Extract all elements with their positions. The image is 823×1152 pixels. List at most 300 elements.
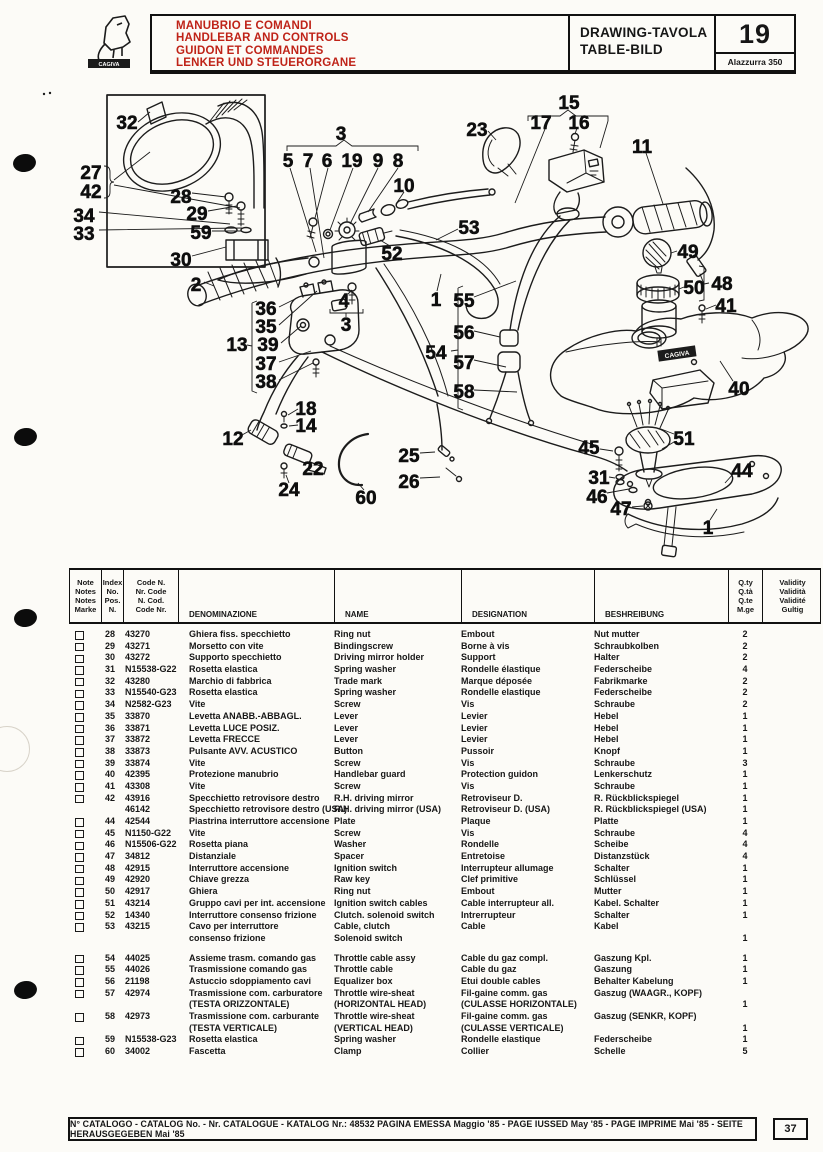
cell-den: Astuccio sdoppiamento cavi <box>189 975 312 986</box>
cell-note <box>69 910 101 922</box>
cell-bes: Gaszug (WAAGR., KOPF) <box>594 987 702 998</box>
callout-56: 56 <box>453 323 475 344</box>
callout-53: 53 <box>458 218 480 239</box>
table-row <box>69 976 821 988</box>
cell-des: Clef primitive <box>461 874 519 885</box>
cell-idx <box>101 933 123 945</box>
cell-name: Screw <box>334 780 361 791</box>
cell-code: 34002 <box>125 1046 151 1057</box>
cell-note <box>69 964 101 976</box>
cell-qty <box>728 988 762 1000</box>
cell-idx: 28 <box>105 629 116 639</box>
note-checkbox <box>75 725 84 734</box>
cell-qty: 1 <box>742 722 748 733</box>
cell-idx <box>101 804 123 816</box>
note-checkbox <box>75 865 84 874</box>
header-line: Q.tà <box>738 587 753 596</box>
note-checkbox <box>75 678 84 687</box>
header-line: Q.ty <box>738 578 753 587</box>
cell-note <box>69 1046 101 1058</box>
cell-idx: 51 <box>105 897 116 908</box>
cell-note <box>69 851 101 863</box>
cell-note <box>69 804 101 816</box>
header-line: N. <box>108 605 117 614</box>
drawing-label-2: TABLE-BILD <box>580 41 663 57</box>
cell-qty: 1 <box>742 874 748 885</box>
cell-name: Trade mark <box>334 675 383 686</box>
cell-des: Vis <box>461 827 475 838</box>
cell-qty: 1 <box>742 792 748 803</box>
cell-note <box>69 769 101 781</box>
cell-idx: 45 <box>105 827 116 838</box>
cell-note <box>69 781 101 793</box>
header-line: Validity <box>779 578 806 587</box>
col-denominazione: DENOMINAZIONE <box>179 570 335 622</box>
cell-des: Cable du gaz <box>461 964 517 975</box>
cell-bes: Schraube <box>594 780 636 791</box>
table-row <box>69 953 821 965</box>
cell-idx: 55 <box>105 964 116 975</box>
table-row <box>69 851 821 863</box>
cell-code: 43270 <box>125 629 151 639</box>
cell-bes <box>594 933 728 945</box>
cell-qty: 1 <box>742 886 748 897</box>
cell-qty: 1 <box>742 1022 748 1033</box>
cell-den: Assieme trasm. comando gas <box>189 952 317 963</box>
cell-code: 33873 <box>125 745 151 756</box>
callout-37: 37 <box>255 354 277 375</box>
cell-bes: Kabel <box>594 921 619 932</box>
callout-59: 59 <box>190 223 212 244</box>
note-checkbox <box>75 818 84 827</box>
callout-45: 45 <box>578 438 600 459</box>
cell-val <box>762 910 821 922</box>
cell-val <box>762 804 821 816</box>
cell-val <box>762 1011 821 1023</box>
col-qty <box>729 570 763 622</box>
callout-35: 35 <box>255 317 277 338</box>
cell-code: N1150-G22 <box>125 827 172 838</box>
cell-code: 46142 <box>125 804 151 815</box>
cell-name: Screw <box>334 699 361 710</box>
cell-name: Bindingscrew <box>334 640 394 651</box>
callout-46: 46 <box>586 487 608 508</box>
cell-den: Supporto specchietto <box>189 652 282 663</box>
cell-note <box>69 898 101 910</box>
cell-note <box>69 1034 101 1046</box>
table-row <box>69 664 821 676</box>
cell-des: Protection guidon <box>461 769 538 780</box>
cell-idx: 47 <box>105 851 116 862</box>
cell-den: Distanziale <box>189 851 237 862</box>
table-row <box>69 898 821 910</box>
cell-code: 14340 <box>125 909 151 920</box>
cell-den: Interruttore accensione <box>189 862 290 873</box>
cell-note <box>69 641 101 653</box>
cell-qty: 4 <box>742 851 748 862</box>
cell-bes: Schelle <box>594 1046 626 1057</box>
cell-code: 44026 <box>125 964 151 975</box>
callout-27: 27 <box>80 163 102 184</box>
cell-bes: Hebel <box>594 710 619 721</box>
cell-name: Equalizer box <box>334 975 393 986</box>
note-checkbox <box>75 990 84 999</box>
cell-note <box>69 874 101 886</box>
note-checkbox <box>75 713 84 722</box>
note-checkbox <box>75 978 84 987</box>
callout-18: 18 <box>295 399 317 420</box>
cell-qty: 5 <box>742 1046 748 1057</box>
cell-qty: 3 <box>742 757 748 768</box>
table-row <box>69 746 821 758</box>
cell-name: Spacer <box>334 851 365 862</box>
cell-des: Fil-gaine comm. gas <box>461 1011 548 1021</box>
cell-note <box>69 664 101 676</box>
callout-60: 60 <box>355 488 377 509</box>
table-row <box>69 816 821 828</box>
callout-8: 8 <box>392 151 404 172</box>
cell-den: Fascetta <box>189 1046 226 1057</box>
cell-val <box>762 652 821 664</box>
cell-note <box>69 734 101 746</box>
cell-des: Borne à vis <box>461 640 510 651</box>
cell-bes: Schraube <box>594 827 636 838</box>
cell-name: Screw <box>334 757 361 768</box>
header-line: N. Cod. <box>137 596 165 605</box>
cell-des <box>461 933 594 945</box>
cell-val <box>762 851 821 863</box>
table-row <box>69 734 821 746</box>
cell-name: Clamp <box>334 1046 362 1057</box>
cell-des: Pussoir <box>461 745 495 756</box>
cell-den: Levetta FRECCE <box>189 734 261 745</box>
table-row <box>69 676 821 688</box>
cell-bes: R. Rückblickspiegel (USA) <box>594 804 707 815</box>
header-line: Q.te <box>738 596 753 605</box>
cell-bes: Schraubkolben <box>594 640 660 651</box>
table-row <box>69 629 821 641</box>
cell-code: 33871 <box>125 722 151 733</box>
header-line: Validità <box>779 587 806 596</box>
cell-bes: Schalter <box>594 909 630 920</box>
cell-val <box>762 1046 821 1058</box>
cell-des: Rondelle <box>461 839 500 850</box>
table-row <box>69 652 821 664</box>
cell-name: Throttle cable assy <box>334 952 416 963</box>
cell-des: Cable <box>461 921 486 932</box>
table-row <box>69 828 821 840</box>
note-checkbox <box>75 842 84 851</box>
cell-code: N15538-G23 <box>125 1034 177 1045</box>
cell-code <box>123 933 178 945</box>
cell-bes: Scheibe <box>594 839 629 850</box>
cell-qty: 1 <box>742 769 748 780</box>
cell-note <box>69 988 101 1000</box>
cell-bes: Fabrikmarke <box>594 675 648 686</box>
cell-des: Levier <box>461 710 488 721</box>
callout-36: 36 <box>255 299 277 320</box>
footer-bar <box>68 1117 757 1141</box>
plate-number: 19 <box>716 16 794 54</box>
cell-idx: 31 <box>105 664 116 675</box>
cell-qty: 2 <box>742 687 748 698</box>
col-note <box>70 570 102 622</box>
table-row <box>69 839 821 851</box>
cell-des: Cable du gaz compl. <box>461 952 549 963</box>
header-band <box>150 14 796 74</box>
callout-28: 28 <box>170 187 192 208</box>
cell-val <box>762 921 821 933</box>
cell-den: (TESTA ORIZZONTALE) <box>189 999 290 1010</box>
table-row <box>69 933 821 945</box>
cell-code: 33872 <box>125 734 151 745</box>
table-row <box>69 804 821 816</box>
cell-bes: Mutter <box>594 886 622 897</box>
cell-val <box>762 711 821 723</box>
model-name: Alazzurra 350 <box>727 57 783 67</box>
callout-40: 40 <box>728 379 750 400</box>
callout-3: 3 <box>340 315 352 336</box>
callout-30: 30 <box>170 250 192 271</box>
cell-idx: 39 <box>105 757 116 768</box>
cell-code: 43308 <box>125 780 151 791</box>
cell-name: Ring nut <box>334 886 371 897</box>
cell-des: (CULASSE HORIZONTALE) <box>461 999 577 1010</box>
callout-52: 52 <box>381 244 403 265</box>
col-name: NAME <box>335 570 462 622</box>
cell-qty: 1 <box>742 964 748 975</box>
cell-des: Embout <box>461 886 495 897</box>
cell-bes: Federscheibe <box>594 664 653 675</box>
cell-den: Vite <box>189 699 206 710</box>
cell-idx: 40 <box>105 769 116 780</box>
note-checkbox <box>75 966 84 975</box>
cell-name: Throttle cable <box>334 964 394 975</box>
col-index <box>102 570 124 622</box>
cell-qty: 1 <box>742 734 748 745</box>
cell-idx: 48 <box>105 862 116 873</box>
cell-code: 33874 <box>125 757 151 768</box>
cell-val <box>762 1023 821 1035</box>
cell-den: Interruttore consenso frizione <box>189 909 317 920</box>
table-row <box>69 1046 821 1058</box>
callout-15: 15 <box>558 93 580 114</box>
cell-den: Piastrina interruttore accensione <box>189 816 330 826</box>
note-checkbox <box>75 771 84 780</box>
cell-note <box>69 676 101 688</box>
note-checkbox <box>75 655 84 664</box>
cell-bes: Gaszung <box>594 964 633 975</box>
cell-qty: 2 <box>742 652 748 663</box>
cell-qty: 2 <box>742 699 748 710</box>
cell-qty: 1 <box>742 975 748 986</box>
callout-42: 42 <box>80 182 102 203</box>
cell-val <box>762 781 821 793</box>
cell-name: Lever <box>334 734 359 745</box>
cell-idx: 30 <box>105 652 116 663</box>
cell-qty: 1 <box>742 780 748 791</box>
note-checkbox <box>75 701 84 710</box>
dashboard-badge-text: CAGIVA <box>664 349 690 361</box>
cell-idx: 54 <box>105 952 116 963</box>
cell-den: Cavo per interruttore <box>189 921 279 932</box>
cell-name: Handlebar guard <box>334 769 406 780</box>
cell-code <box>123 1023 178 1035</box>
title-fr: GUIDON ET COMMANDES <box>176 44 324 57</box>
cell-code: 21198 <box>125 975 150 986</box>
cell-name: Lever <box>334 722 359 733</box>
page-number-box <box>773 1118 808 1140</box>
cell-des: Support <box>461 652 496 663</box>
cell-idx <box>101 999 123 1011</box>
cell-den: Pulsante AVV. ACUSTICO <box>189 745 298 756</box>
cell-name: Plate <box>334 816 356 826</box>
cell-den: Trasmissione comando gas <box>189 964 308 975</box>
table-row <box>69 758 821 770</box>
title-block <box>152 16 570 70</box>
table-body <box>69 629 821 1058</box>
header-line: Marke <box>74 605 97 614</box>
cell-qty: 1 <box>742 816 748 826</box>
cell-bes: Gaszug (SENKR, KOPF) <box>594 1011 697 1021</box>
header-line: Pos. <box>104 596 121 605</box>
cell-idx: 53 <box>105 921 116 932</box>
cell-qty: 4 <box>742 839 748 850</box>
header-line: Notes <box>75 587 96 596</box>
cell-idx: 34 <box>105 699 116 710</box>
callout-10: 10 <box>393 176 415 197</box>
cell-name: Screw <box>334 827 361 838</box>
table-row <box>69 687 821 699</box>
cell-val <box>762 746 821 758</box>
cell-bes: Behalter Kabelung <box>594 975 674 986</box>
cell-code: N15538-G22 <box>125 664 177 675</box>
cell-des: Rondelle elastique <box>461 1034 541 1045</box>
callout-16: 16 <box>568 113 590 134</box>
cell-note <box>69 746 101 758</box>
cell-name: Raw key <box>334 874 371 885</box>
cell-den: Trasmissione com. carburatore <box>189 987 323 998</box>
cell-code: 42544 <box>125 816 151 826</box>
cell-den: Vite <box>189 780 206 791</box>
cell-bes: Schalter <box>594 862 630 873</box>
cell-note <box>69 793 101 805</box>
cell-note <box>69 886 101 898</box>
cell-name: Ignition switch cables <box>334 897 428 908</box>
cell-val <box>762 988 821 1000</box>
cell-den: Protezione manubrio <box>189 769 279 780</box>
callout-51: 51 <box>673 429 695 450</box>
cell-name: Spring washer <box>334 687 397 698</box>
cell-code: 42917 <box>125 886 151 897</box>
cell-note <box>69 629 101 641</box>
cell-val <box>762 758 821 770</box>
callout-48: 48 <box>711 274 733 295</box>
callout-47: 47 <box>610 499 632 520</box>
cell-qty: 1 <box>742 1034 748 1045</box>
cell-note <box>69 863 101 875</box>
cell-idx: 49 <box>105 874 116 885</box>
callout-1: 1 <box>430 290 442 311</box>
cell-val <box>762 976 821 988</box>
cell-val <box>762 769 821 781</box>
callout-54: 54 <box>425 343 447 364</box>
note-checkbox <box>75 1013 84 1022</box>
callout-6: 6 <box>321 151 333 172</box>
cell-den: Marchio di fabbrica <box>189 675 272 686</box>
callout-11: 11 <box>631 137 653 158</box>
cell-val <box>762 898 821 910</box>
cell-idx: 56 <box>105 975 116 986</box>
cell-den: Specchietto retrovisore destro (USA) <box>189 804 348 815</box>
cell-qty: 1 <box>742 862 748 873</box>
cell-name: Cable, clutch <box>334 921 391 932</box>
callout-39: 39 <box>257 335 279 356</box>
cell-bes: R. Rückblickspiegel <box>594 792 680 803</box>
cell-idx: 37 <box>105 734 116 745</box>
callout-12: 12 <box>222 429 244 450</box>
cell-qty: 2 <box>742 629 748 639</box>
cell-qty: 1 <box>742 897 748 908</box>
callout-25: 25 <box>398 446 420 467</box>
cell-val <box>762 629 821 641</box>
callout-5: 5 <box>282 151 294 172</box>
cell-bes: Knopf <box>594 745 620 756</box>
cell-idx: 33 <box>105 687 116 698</box>
callout-49: 49 <box>677 242 699 263</box>
callout-3: 3 <box>335 124 347 145</box>
cell-code: N2582-G23 <box>125 699 172 710</box>
callout-31: 31 <box>588 468 610 489</box>
col-code <box>124 570 179 622</box>
catalog-info: N° CATALOGO - CATALOG No. - Nr. CATALOGUE - KATALOG Nr.: 48532 PAGINA EMESSA Maggio '85 - PAGE IUSSED May '85 - PAGE IMPRIME Mai '85 - SEITE HERAUSGEGEBEN Mai '85 <box>70 1119 743 1139</box>
cell-des: Vis <box>461 757 475 768</box>
cell-des: (CULASSE VERTICALE) <box>461 1022 564 1033</box>
table-row <box>69 641 821 653</box>
cell-name: (HORIZONTAL HEAD) <box>334 999 427 1010</box>
cell-den: Specchietto retrovisore destro <box>189 792 320 803</box>
callout-29: 29 <box>186 204 208 225</box>
cell-des: Etui double cables <box>461 975 541 986</box>
cell-code: N15506-G22 <box>125 839 177 850</box>
cell-qty: 1 <box>742 932 748 943</box>
title-en: HANDLEBAR AND CONTROLS <box>176 32 349 45</box>
cell-qty: 1 <box>742 804 748 815</box>
cell-idx: 32 <box>105 675 116 686</box>
cell-idx: 60 <box>105 1046 116 1057</box>
cell-des: Plaque <box>461 816 491 826</box>
header-line: Index <box>102 578 123 587</box>
cell-idx: 50 <box>105 886 116 897</box>
cagiva-logo <box>84 13 136 71</box>
cell-des: Retroviseur D. (USA) <box>461 804 551 815</box>
cell-bes: Hebel <box>594 722 619 733</box>
callout-38: 38 <box>255 372 277 393</box>
cell-qty: 2 <box>742 675 748 686</box>
callout-17: 17 <box>530 113 552 134</box>
cell-val <box>762 839 821 851</box>
table-row <box>69 793 821 805</box>
cell-bes: Gaszung Kpl. <box>594 952 652 963</box>
cell-code: N15540-G23 <box>125 687 177 698</box>
table-row <box>69 1023 821 1035</box>
note-checkbox <box>75 923 84 932</box>
cell-val <box>762 664 821 676</box>
cell-note <box>69 953 101 965</box>
col-validity <box>763 570 822 622</box>
cell-note <box>69 1023 101 1035</box>
header-line: Code N. <box>136 578 166 587</box>
